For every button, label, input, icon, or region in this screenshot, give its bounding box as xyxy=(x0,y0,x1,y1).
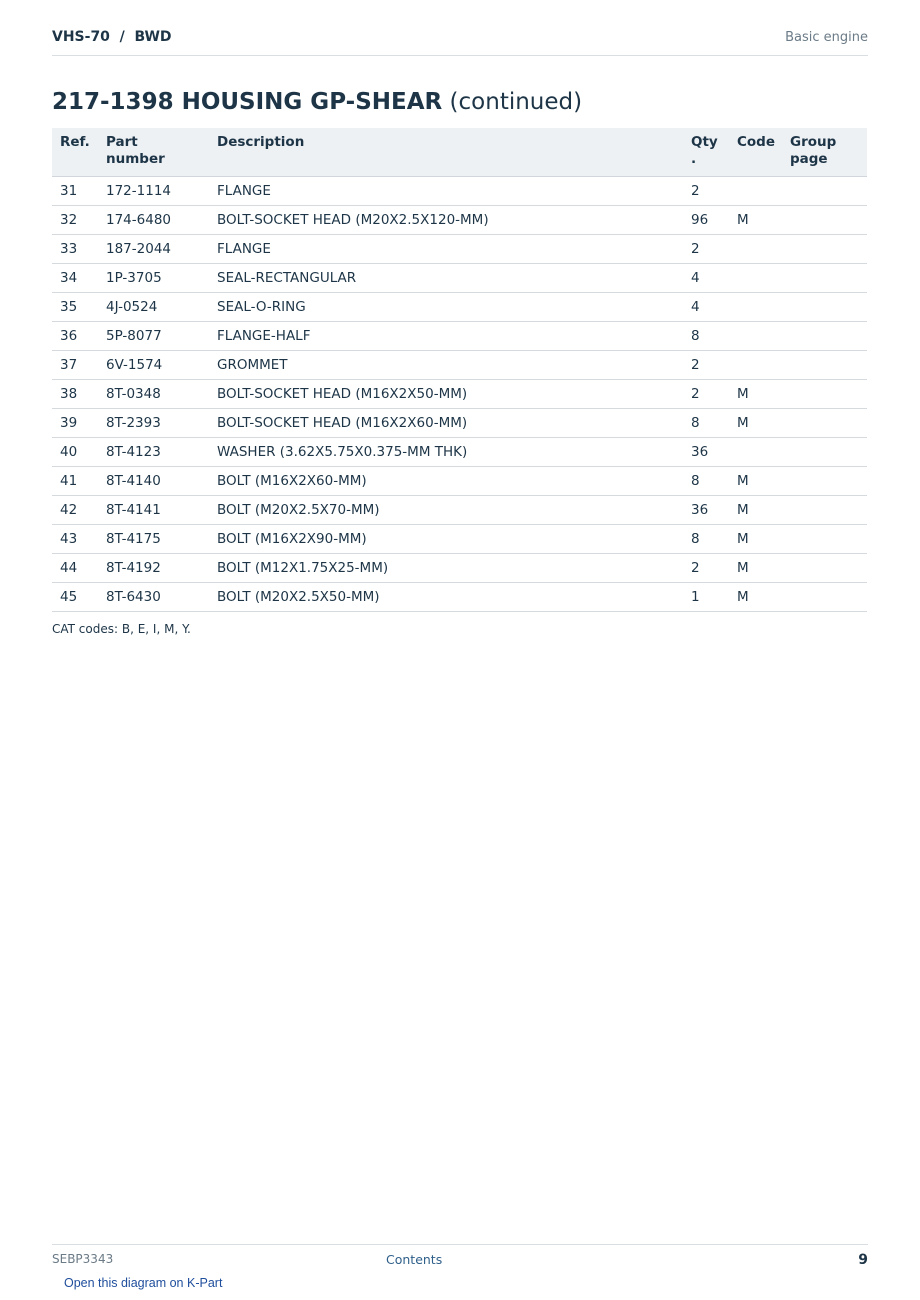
table-row xyxy=(52,177,867,206)
column-header-qty: Qty . xyxy=(683,128,729,177)
cell-code xyxy=(729,264,782,293)
cell-qty: 8 xyxy=(683,525,729,554)
cell-description: GROMMET xyxy=(209,351,683,380)
document-number: SEBP3343 xyxy=(52,1252,114,1266)
cell-code: M xyxy=(729,380,782,409)
cell-part-number: 6V-1574 xyxy=(98,351,209,380)
cell-qty: 2 xyxy=(683,177,729,206)
cell-description: SEAL-RECTANGULAR xyxy=(209,264,683,293)
cell-code: M xyxy=(729,409,782,438)
cell-code: M xyxy=(729,554,782,583)
cell-group-page xyxy=(782,583,867,612)
cell-description: BOLT (M16X2X60-MM) xyxy=(209,467,683,496)
page-header xyxy=(52,26,868,56)
cell-ref: 41 xyxy=(52,467,98,496)
table-header-row xyxy=(52,128,867,177)
cell-part-number: 4J-0524 xyxy=(98,293,209,322)
cell-part-number: 5P-8077 xyxy=(98,322,209,351)
cell-code xyxy=(729,293,782,322)
cell-ref: 44 xyxy=(52,554,98,583)
cell-group-page xyxy=(782,293,867,322)
cell-qty: 1 xyxy=(683,583,729,612)
cell-description: FLANGE-HALF xyxy=(209,322,683,351)
cell-code: M xyxy=(729,525,782,554)
cell-description: BOLT-SOCKET HEAD (M16X2X60-MM) xyxy=(209,409,683,438)
open-diagram-kpart-link[interactable]: Open this diagram on K-Part xyxy=(64,1276,223,1290)
parts-table-body xyxy=(52,177,867,612)
cell-qty: 4 xyxy=(683,264,729,293)
cell-ref: 38 xyxy=(52,380,98,409)
cell-description: BOLT (M16X2X90-MM) xyxy=(209,525,683,554)
cell-group-page xyxy=(782,206,867,235)
cell-group-page xyxy=(782,467,867,496)
cell-group-page xyxy=(782,177,867,206)
cell-ref: 37 xyxy=(52,351,98,380)
document-model: VHS-70 / BWD xyxy=(52,29,172,45)
cell-code: M xyxy=(729,496,782,525)
cell-part-number: 172-1114 xyxy=(98,177,209,206)
table-row xyxy=(52,322,867,351)
column-header-part-number: Part number xyxy=(98,128,209,177)
cell-ref: 45 xyxy=(52,583,98,612)
cell-code xyxy=(729,177,782,206)
cell-qty: 36 xyxy=(683,438,729,467)
cell-group-page xyxy=(782,554,867,583)
cell-qty: 36 xyxy=(683,496,729,525)
cell-part-number: 8T-4192 xyxy=(98,554,209,583)
cell-part-number: 8T-4141 xyxy=(98,496,209,525)
cell-group-page xyxy=(782,322,867,351)
column-header-ref: Ref. xyxy=(52,128,98,177)
cell-part-number: 8T-4123 xyxy=(98,438,209,467)
cell-qty: 96 xyxy=(683,206,729,235)
table-row xyxy=(52,467,867,496)
page-number: 9 xyxy=(858,1252,868,1268)
section-title-main: 217-1398 HOUSING GP-SHEAR xyxy=(52,89,443,115)
cell-ref: 40 xyxy=(52,438,98,467)
table-row xyxy=(52,409,867,438)
table-row xyxy=(52,496,867,525)
cell-ref: 42 xyxy=(52,496,98,525)
cell-code xyxy=(729,322,782,351)
cat-codes-note: CAT codes: B, E, I, M, Y. xyxy=(52,622,191,636)
cell-group-page xyxy=(782,496,867,525)
cell-code xyxy=(729,438,782,467)
cell-code: M xyxy=(729,206,782,235)
cell-code: M xyxy=(729,467,782,496)
cell-description: BOLT (M20X2.5X70-MM) xyxy=(209,496,683,525)
table-row xyxy=(52,293,867,322)
cell-description: WASHER (3.62X5.75X0.375-MM THK) xyxy=(209,438,683,467)
cell-qty: 4 xyxy=(683,293,729,322)
cell-ref: 33 xyxy=(52,235,98,264)
cell-ref: 35 xyxy=(52,293,98,322)
cell-qty: 2 xyxy=(683,351,729,380)
cell-part-number: 8T-6430 xyxy=(98,583,209,612)
cell-description: BOLT (M12X1.75X25-MM) xyxy=(209,554,683,583)
cell-description: FLANGE xyxy=(209,177,683,206)
table-row xyxy=(52,380,867,409)
table-row xyxy=(52,235,867,264)
section-title xyxy=(52,89,582,115)
parts-table xyxy=(52,128,867,612)
cell-part-number: 1P-3705 xyxy=(98,264,209,293)
cell-group-page xyxy=(782,380,867,409)
table-row xyxy=(52,554,867,583)
cell-part-number: 8T-4175 xyxy=(98,525,209,554)
cell-group-page xyxy=(782,525,867,554)
cell-description: BOLT (M20X2.5X50-MM) xyxy=(209,583,683,612)
cell-ref: 32 xyxy=(52,206,98,235)
cell-group-page xyxy=(782,409,867,438)
cell-ref: 39 xyxy=(52,409,98,438)
cell-part-number: 174-6480 xyxy=(98,206,209,235)
cell-qty: 2 xyxy=(683,380,729,409)
cell-ref: 34 xyxy=(52,264,98,293)
cell-qty: 2 xyxy=(683,235,729,264)
cell-qty: 8 xyxy=(683,322,729,351)
cell-ref: 36 xyxy=(52,322,98,351)
cell-group-page xyxy=(782,351,867,380)
cell-part-number: 187-2044 xyxy=(98,235,209,264)
section-title-suffix: (continued) xyxy=(442,89,583,115)
table-row xyxy=(52,351,867,380)
table-row xyxy=(52,583,867,612)
document-section: Basic engine xyxy=(785,30,868,45)
cell-description: SEAL-O-RING xyxy=(209,293,683,322)
column-header-group-page: Group page xyxy=(782,128,867,177)
cell-part-number: 8T-2393 xyxy=(98,409,209,438)
cell-part-number: 8T-4140 xyxy=(98,467,209,496)
table-row xyxy=(52,438,867,467)
cell-ref: 43 xyxy=(52,525,98,554)
cell-code xyxy=(729,235,782,264)
page-footer-divider xyxy=(52,1244,868,1246)
cell-code xyxy=(729,351,782,380)
cell-qty: 8 xyxy=(683,409,729,438)
column-header-description: Description xyxy=(209,128,683,177)
cell-qty: 2 xyxy=(683,554,729,583)
table-row xyxy=(52,206,867,235)
column-header-code: Code xyxy=(729,128,782,177)
cell-group-page xyxy=(782,235,867,264)
cell-description: BOLT-SOCKET HEAD (M16X2X50-MM) xyxy=(209,380,683,409)
cell-description: BOLT-SOCKET HEAD (M20X2.5X120-MM) xyxy=(209,206,683,235)
cell-description: FLANGE xyxy=(209,235,683,264)
cell-ref: 31 xyxy=(52,177,98,206)
cell-part-number: 8T-0348 xyxy=(98,380,209,409)
table-row xyxy=(52,264,867,293)
table-row xyxy=(52,525,867,554)
cell-group-page xyxy=(782,264,867,293)
cell-qty: 8 xyxy=(683,467,729,496)
contents-link[interactable]: Contents xyxy=(386,1252,443,1267)
cell-group-page xyxy=(782,438,867,467)
cell-code: M xyxy=(729,583,782,612)
